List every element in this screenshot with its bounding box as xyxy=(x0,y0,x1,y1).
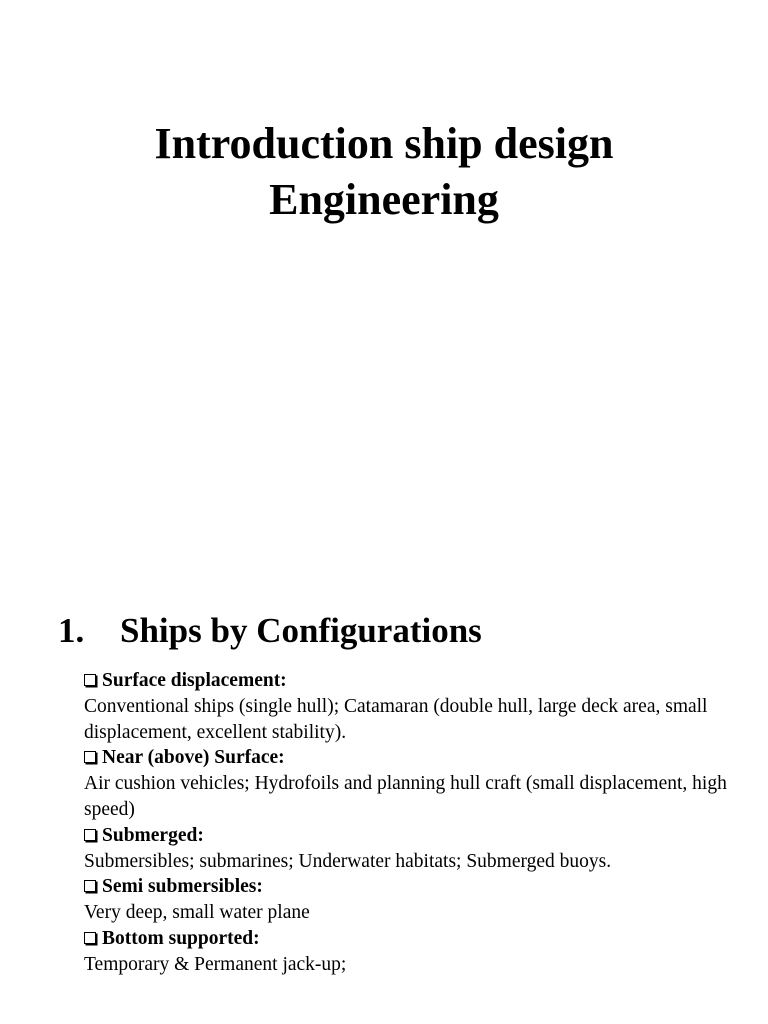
checkbox-bullet-icon xyxy=(84,932,96,944)
list-item xyxy=(84,823,734,875)
section-heading xyxy=(58,607,482,655)
checkbox-bullet-icon xyxy=(84,751,96,763)
list-item xyxy=(84,874,734,926)
title-line-2: Engineering xyxy=(269,175,499,224)
title-line-1: Introduction ship design xyxy=(154,119,614,168)
checkbox-bullet-icon xyxy=(84,674,96,686)
list-item xyxy=(84,668,734,745)
configuration-list xyxy=(84,668,734,978)
item-description: Submersibles; submarines; Underwater habitats; Submerged buoys. xyxy=(84,850,612,872)
item-description: Temporary & Permanent jack-up; xyxy=(84,953,347,975)
item-label: Semi submersibles: xyxy=(102,876,263,898)
item-label: Submerged: xyxy=(102,824,204,846)
section-number: 1. xyxy=(58,611,85,650)
item-description: Air cushion vehicles; Hydrofoils and planning hull craft (small displacement, high speed) xyxy=(84,773,727,820)
item-description: Conventional ships (single hull); Catamaran (double hull, large deck area, small displacement, excellent stability). xyxy=(84,695,708,743)
item-label: Near (above) Surface: xyxy=(102,747,285,769)
list-item xyxy=(84,745,734,822)
list-item xyxy=(84,926,734,978)
checkbox-bullet-icon xyxy=(84,880,96,892)
section-heading-text: Ships by Configurations xyxy=(120,611,482,650)
item-description: Very deep, small water plane xyxy=(84,902,310,924)
item-label: Bottom supported: xyxy=(102,927,260,949)
item-label: Surface displacement: xyxy=(102,670,287,691)
checkbox-bullet-icon xyxy=(84,829,96,841)
page-title xyxy=(0,116,768,228)
